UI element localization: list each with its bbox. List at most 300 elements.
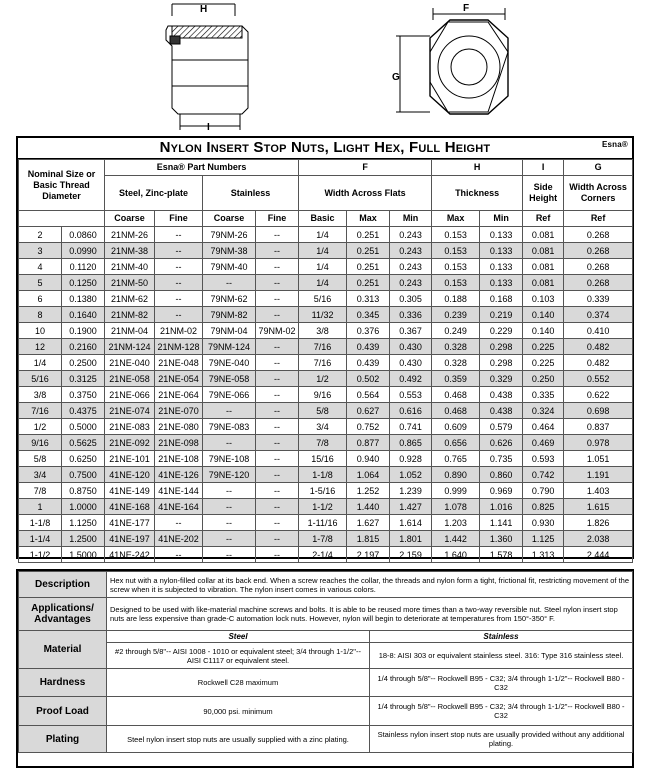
table-cell: 0.616 xyxy=(390,403,432,419)
plating-steel: Steel nylon insert stop nuts are usually supplied with a zinc plating. xyxy=(107,726,370,753)
table-cell: 0.877 xyxy=(347,435,390,451)
table-cell: 9/16 xyxy=(299,387,347,403)
table-cell: 0.940 xyxy=(347,451,390,467)
table-cell: 15/16 xyxy=(299,451,347,467)
table-cell: -- xyxy=(155,291,203,307)
table-row xyxy=(19,435,633,451)
table-row xyxy=(19,371,633,387)
spec-table-panel xyxy=(16,136,634,559)
header-fine-steel: Fine xyxy=(155,211,203,227)
table-cell: 0.656 xyxy=(432,435,480,451)
table-row xyxy=(19,483,633,499)
table-cell: 1.801 xyxy=(390,531,432,547)
table-cell: 79NM-38 xyxy=(203,243,256,259)
table-cell: 0.374 xyxy=(564,307,633,323)
table-cell: 2.038 xyxy=(564,531,633,547)
table-cell: 1.815 xyxy=(347,531,390,547)
table-cell: 0.865 xyxy=(390,435,432,451)
table-cell: 0.305 xyxy=(390,291,432,307)
header-g: G xyxy=(564,160,633,176)
table-cell: 0.999 xyxy=(432,483,480,499)
hardness-stainless: 1/4 through 5/8"-- Rockwell B95 - C32; 3/4 through 1-1/2"-- Rockwell B80 - C32 xyxy=(370,669,633,697)
table-cell: 0.1120 xyxy=(62,259,105,275)
table-cell: 41NE-197 xyxy=(105,531,155,547)
header-stainless: Stainless xyxy=(203,176,299,211)
material-stainless: 18-8: AISI 303 or equivalent stainless steel. 316: Type 316 stainless steel. xyxy=(370,643,633,669)
header-min-h: Min xyxy=(480,211,523,227)
table-cell: 1.239 xyxy=(390,483,432,499)
table-cell: -- xyxy=(203,547,256,563)
table-cell: 21NM-128 xyxy=(155,339,203,355)
header-f: F xyxy=(299,160,432,176)
table-cell: 4 xyxy=(19,259,62,275)
table-cell: 0.250 xyxy=(523,371,564,387)
table-cell: 0.153 xyxy=(432,275,480,291)
table-cell: 0.133 xyxy=(480,227,523,243)
table-cell: 2-1/4 xyxy=(299,547,347,563)
table-cell: 1-11/16 xyxy=(299,515,347,531)
table-cell: 41NE-202 xyxy=(155,531,203,547)
table-cell: 0.609 xyxy=(432,419,480,435)
table-cell: 0.153 xyxy=(432,259,480,275)
table-cell: 0.219 xyxy=(480,307,523,323)
table-cell: 0.225 xyxy=(523,339,564,355)
table-cell: -- xyxy=(155,243,203,259)
table-cell: -- xyxy=(256,339,299,355)
table-cell: 1-1/8 xyxy=(299,467,347,483)
table-cell: 12 xyxy=(19,339,62,355)
table-cell: 0.890 xyxy=(432,467,480,483)
table-cell: 0.251 xyxy=(347,243,390,259)
table-cell: 0.7500 xyxy=(62,467,105,483)
table-cell: 1.640 xyxy=(432,547,480,563)
table-cell: 0.243 xyxy=(390,243,432,259)
table-cell: 0.140 xyxy=(523,307,564,323)
header-max-f: Max xyxy=(347,211,390,227)
table-cell: 0.1900 xyxy=(62,323,105,339)
table-cell: 1.016 xyxy=(480,499,523,515)
table-cell: 0.243 xyxy=(390,275,432,291)
table-cell: 0.439 xyxy=(347,355,390,371)
table-cell: 0.367 xyxy=(390,323,432,339)
table-cell: 0.0860 xyxy=(62,227,105,243)
table-cell: 0.239 xyxy=(432,307,480,323)
table-cell: 0.482 xyxy=(564,355,633,371)
table-cell: -- xyxy=(203,435,256,451)
steel-heading: Steel xyxy=(107,631,370,643)
table-cell: 0.6250 xyxy=(62,451,105,467)
info-panel xyxy=(16,569,634,768)
table-cell: -- xyxy=(256,515,299,531)
table-cell: 0.081 xyxy=(523,275,564,291)
table-cell: 0.410 xyxy=(564,323,633,339)
table-cell: 0.502 xyxy=(347,371,390,387)
table-cell: 79NM-40 xyxy=(203,259,256,275)
table-cell: -- xyxy=(256,531,299,547)
table-cell: 79NE-120 xyxy=(203,467,256,483)
table-cell: 79NE-058 xyxy=(203,371,256,387)
table-cell: 21NE-054 xyxy=(155,371,203,387)
table-cell: 21NE-064 xyxy=(155,387,203,403)
table-cell: 21NM-40 xyxy=(105,259,155,275)
table-cell: -- xyxy=(256,547,299,563)
description-label: Description xyxy=(19,572,107,598)
side-view-drawing xyxy=(166,4,248,130)
table-cell: 21NE-040 xyxy=(105,355,155,371)
table-cell: 0.593 xyxy=(523,451,564,467)
table-cell: 0.430 xyxy=(390,339,432,355)
table-cell: 0.328 xyxy=(432,339,480,355)
table-cell: -- xyxy=(155,307,203,323)
table-cell: 0.335 xyxy=(523,387,564,403)
table-cell: 0.741 xyxy=(390,419,432,435)
table-cell: 1.1250 xyxy=(62,515,105,531)
header-side-height: Side Height xyxy=(523,176,564,211)
header-fine-stainless: Fine xyxy=(256,211,299,227)
table-cell: 0.359 xyxy=(432,371,480,387)
material-steel: #2 through 5/8"-- AISI 1008 - 1010 or equivalent steel; 3/4 through 1-1/2"-- AISI C1117 or equivalent steel. xyxy=(107,643,370,669)
table-cell: 79NE-040 xyxy=(203,355,256,371)
table-cell: 5/8 xyxy=(299,403,347,419)
table-cell: 0.324 xyxy=(523,403,564,419)
table-cell: 0.438 xyxy=(480,403,523,419)
table-cell: 1.442 xyxy=(432,531,480,547)
table-row xyxy=(19,339,633,355)
table-cell: 1.0000 xyxy=(62,499,105,515)
table-cell: 0.969 xyxy=(480,483,523,499)
table-row xyxy=(19,451,633,467)
table-cell: 0.081 xyxy=(523,259,564,275)
table-cell: 1-1/2 xyxy=(19,547,62,563)
info-table xyxy=(18,571,633,753)
table-cell: 1.615 xyxy=(564,499,633,515)
table-cell: 21NM-62 xyxy=(105,291,155,307)
table-cell: 1-1/4 xyxy=(19,531,62,547)
dim-label-f: F xyxy=(463,3,470,14)
table-cell: 10 xyxy=(19,323,62,339)
table-cell: 0.468 xyxy=(432,387,480,403)
table-cell: 1.252 xyxy=(347,483,390,499)
table-cell: 0.188 xyxy=(432,291,480,307)
table-cell: 0.168 xyxy=(480,291,523,307)
table-cell: 5/8 xyxy=(19,451,62,467)
table-cell: 79NM-02 xyxy=(256,323,299,339)
table-cell: 2.197 xyxy=(347,547,390,563)
header-basic: Basic xyxy=(299,211,347,227)
table-cell: 0.430 xyxy=(390,355,432,371)
table-cell: 0.552 xyxy=(564,371,633,387)
table-cell: 1-1/2 xyxy=(299,499,347,515)
table-cell: 0.2160 xyxy=(62,339,105,355)
header-steel: Steel, Zinc-plate xyxy=(105,176,203,211)
table-cell: 0.4375 xyxy=(62,403,105,419)
table-cell: -- xyxy=(256,307,299,323)
stainless-heading: Stainless xyxy=(370,631,633,643)
table-cell: 1.614 xyxy=(390,515,432,531)
table-row xyxy=(19,547,633,563)
table-cell: -- xyxy=(256,275,299,291)
table-cell: 0.5000 xyxy=(62,419,105,435)
header-max-h: Max xyxy=(432,211,480,227)
table-cell: -- xyxy=(155,227,203,243)
table-cell: 0.698 xyxy=(564,403,633,419)
table-cell: 3 xyxy=(19,243,62,259)
header-coarse-stainless: Coarse xyxy=(203,211,256,227)
table-cell: -- xyxy=(256,467,299,483)
table-cell: 0.251 xyxy=(347,227,390,243)
table-cell: -- xyxy=(256,483,299,499)
table-cell: 0.553 xyxy=(390,387,432,403)
hardness-steel: Rockwell C28 maximum xyxy=(107,669,370,697)
table-cell: 79NE-083 xyxy=(203,419,256,435)
table-cell: 0.482 xyxy=(564,339,633,355)
table-cell: 0.329 xyxy=(480,371,523,387)
table-cell: 1.051 xyxy=(564,451,633,467)
table-cell: 1/4 xyxy=(19,355,62,371)
table-cell: 0.081 xyxy=(523,227,564,243)
table-cell: 8 xyxy=(19,307,62,323)
table-cell: 1/2 xyxy=(19,419,62,435)
header-width-corners: Width Across Corners xyxy=(564,176,633,211)
table-cell: 21NM-04 xyxy=(105,323,155,339)
table-cell: 0.103 xyxy=(523,291,564,307)
table-cell: 0.313 xyxy=(347,291,390,307)
table-cell: 0.268 xyxy=(564,259,633,275)
table-row xyxy=(19,403,633,419)
table-cell: 0.765 xyxy=(432,451,480,467)
table-cell: 0.468 xyxy=(432,403,480,419)
header-esna-parts: Esna® Part Numbers xyxy=(105,160,299,176)
table-cell: -- xyxy=(256,435,299,451)
table-cell: 41NE-120 xyxy=(105,467,155,483)
table-cell: 11/32 xyxy=(299,307,347,323)
table-cell: 79NM-62 xyxy=(203,291,256,307)
table-cell: 0.790 xyxy=(523,483,564,499)
proof-load-steel: 90,000 psi. minimum xyxy=(107,697,370,726)
table-cell: 1-1/8 xyxy=(19,515,62,531)
table-cell: 0.376 xyxy=(347,323,390,339)
table-cell: 5 xyxy=(19,275,62,291)
table-cell: 41NE-149 xyxy=(105,483,155,499)
table-cell: 6 xyxy=(19,291,62,307)
table-row xyxy=(19,323,633,339)
table-cell: 0.336 xyxy=(390,307,432,323)
table-cell: 79NM-124 xyxy=(203,339,256,355)
table-cell: 21NE-098 xyxy=(155,435,203,451)
table-cell: 79NM-26 xyxy=(203,227,256,243)
description-text: Hex nut with a nylon-filled collar at its back end. When a screw reaches the collar, the threads and nylon form a tight, frictional fit, restricting movement of the screw when it is subjected to vibration. The nylon insert comes in various colors. xyxy=(107,572,633,598)
table-cell: 0.439 xyxy=(347,339,390,355)
table-cell: 21NE-048 xyxy=(155,355,203,371)
nut-drawings xyxy=(0,0,650,136)
table-cell: 1.403 xyxy=(564,483,633,499)
table-cell: 1.191 xyxy=(564,467,633,483)
table-cell: 21NE-083 xyxy=(105,419,155,435)
plating-stainless: Stainless nylon insert stop nuts are usually provided without any additional plating. xyxy=(370,726,633,753)
table-cell: 0.3750 xyxy=(62,387,105,403)
table-cell: -- xyxy=(256,355,299,371)
table-cell: 0.928 xyxy=(390,451,432,467)
table-cell: 0.438 xyxy=(480,387,523,403)
table-cell: 0.492 xyxy=(390,371,432,387)
brand-mark: Esna® xyxy=(601,140,628,149)
dim-label-g: G xyxy=(392,72,400,83)
table-cell: -- xyxy=(203,515,256,531)
table-cell: 5/16 xyxy=(19,371,62,387)
header-ref-g: Ref xyxy=(564,211,633,227)
table-cell: 1.627 xyxy=(347,515,390,531)
table-cell: 0.0990 xyxy=(62,243,105,259)
table-cell: 1-5/16 xyxy=(299,483,347,499)
table-cell: 1/4 xyxy=(299,259,347,275)
table-cell: 0.464 xyxy=(523,419,564,435)
table-cell: 0.627 xyxy=(347,403,390,419)
table-cell: -- xyxy=(256,243,299,259)
table-row xyxy=(19,259,633,275)
table-cell: 0.5625 xyxy=(62,435,105,451)
table-cell: 0.153 xyxy=(432,243,480,259)
table-cell: 1.203 xyxy=(432,515,480,531)
table-row xyxy=(19,275,633,291)
table-cell: 21NM-38 xyxy=(105,243,155,259)
table-cell: -- xyxy=(256,387,299,403)
table-cell: 21NE-092 xyxy=(105,435,155,451)
table-cell: 41NE-168 xyxy=(105,499,155,515)
table-row xyxy=(19,355,633,371)
table-cell: 0.752 xyxy=(347,419,390,435)
table-cell: 0.133 xyxy=(480,243,523,259)
table-cell: 0.579 xyxy=(480,419,523,435)
table-cell: 1.078 xyxy=(432,499,480,515)
table-cell: 0.298 xyxy=(480,339,523,355)
table-cell: 1.064 xyxy=(347,467,390,483)
table-cell: 79NE-066 xyxy=(203,387,256,403)
header-blank xyxy=(19,211,105,227)
table-row xyxy=(19,243,633,259)
table-cell: -- xyxy=(203,275,256,291)
hardness-label: Hardness xyxy=(19,669,107,697)
table-cell: 0.2500 xyxy=(62,355,105,371)
table-cell: 7/16 xyxy=(19,403,62,419)
table-cell: 21NE-066 xyxy=(105,387,155,403)
table-cell: -- xyxy=(155,275,203,291)
table-cell: 2 xyxy=(19,227,62,243)
table-cell: 21NE-058 xyxy=(105,371,155,387)
table-cell: 1.578 xyxy=(480,547,523,563)
table-cell: 21NE-080 xyxy=(155,419,203,435)
table-cell: -- xyxy=(203,403,256,419)
table-cell: 1/4 xyxy=(299,275,347,291)
table-cell: 21NE-074 xyxy=(105,403,155,419)
header-ref-i: Ref xyxy=(523,211,564,227)
header-h: H xyxy=(432,160,523,176)
table-cell: -- xyxy=(203,499,256,515)
table-cell: 0.268 xyxy=(564,275,633,291)
table-cell: -- xyxy=(256,451,299,467)
table-cell: 1/2 xyxy=(299,371,347,387)
header-thickness: Thickness xyxy=(432,176,523,211)
table-cell: 41NE-177 xyxy=(105,515,155,531)
table-cell: 0.243 xyxy=(390,227,432,243)
table-cell: -- xyxy=(256,259,299,275)
table-cell: -- xyxy=(155,547,203,563)
table-cell: 0.140 xyxy=(523,323,564,339)
table-title-bar xyxy=(18,138,632,159)
table-cell: 0.8750 xyxy=(62,483,105,499)
table-cell: 0.1640 xyxy=(62,307,105,323)
table-cell: 0.735 xyxy=(480,451,523,467)
table-cell: 0.328 xyxy=(432,355,480,371)
table-cell: 3/4 xyxy=(19,467,62,483)
table-title: Nylon Insert Stop Nuts, Light Hex, Full Height xyxy=(159,139,491,156)
table-cell: 0.860 xyxy=(480,467,523,483)
table-cell: -- xyxy=(256,403,299,419)
dimension-table-body xyxy=(19,227,633,563)
table-cell: 7/8 xyxy=(19,483,62,499)
header-coarse-steel: Coarse xyxy=(105,211,155,227)
table-cell: 1.826 xyxy=(564,515,633,531)
table-cell: 7/16 xyxy=(299,355,347,371)
table-cell: 1/4 xyxy=(299,243,347,259)
table-cell: 1.052 xyxy=(390,467,432,483)
table-cell: 0.229 xyxy=(480,323,523,339)
dimension-table xyxy=(18,159,633,563)
table-cell: 0.133 xyxy=(480,275,523,291)
header-min-f: Min xyxy=(390,211,432,227)
table-cell: 79NE-108 xyxy=(203,451,256,467)
table-cell: 3/8 xyxy=(299,323,347,339)
table-cell: 21NM-124 xyxy=(105,339,155,355)
table-cell: 2.159 xyxy=(390,547,432,563)
table-cell: 21NM-82 xyxy=(105,307,155,323)
table-cell: 0.1380 xyxy=(62,291,105,307)
table-cell: 0.825 xyxy=(523,499,564,515)
table-cell: 3/4 xyxy=(299,419,347,435)
table-cell: 0.930 xyxy=(523,515,564,531)
table-row xyxy=(19,531,633,547)
table-cell: 79NM-04 xyxy=(203,323,256,339)
table-cell: -- xyxy=(203,483,256,499)
table-cell: 41NE-242 xyxy=(105,547,155,563)
table-cell: 41NE-144 xyxy=(155,483,203,499)
table-cell: -- xyxy=(155,259,203,275)
plating-label: Plating xyxy=(19,726,107,753)
table-cell: 21NE-101 xyxy=(105,451,155,467)
table-row xyxy=(19,467,633,483)
header-nominal: Nominal Size or Basic Thread Diameter xyxy=(19,160,105,211)
table-cell: 0.225 xyxy=(523,355,564,371)
dim-label-h: H xyxy=(200,4,208,15)
material-label: Material xyxy=(19,631,107,669)
table-cell: 1.2500 xyxy=(62,531,105,547)
table-cell: 1-7/8 xyxy=(299,531,347,547)
table-cell: 1/4 xyxy=(299,227,347,243)
table-row xyxy=(19,291,633,307)
table-cell: 0.1250 xyxy=(62,275,105,291)
table-cell: 0.081 xyxy=(523,243,564,259)
table-cell: 3/8 xyxy=(19,387,62,403)
table-cell: -- xyxy=(203,531,256,547)
table-cell: 0.622 xyxy=(564,387,633,403)
table-cell: 7/16 xyxy=(299,339,347,355)
table-cell: 0.564 xyxy=(347,387,390,403)
table-cell: 21NM-26 xyxy=(105,227,155,243)
table-cell: 41NE-126 xyxy=(155,467,203,483)
table-cell: 0.626 xyxy=(480,435,523,451)
table-cell: 0.345 xyxy=(347,307,390,323)
table-row xyxy=(19,515,633,531)
table-cell: 0.251 xyxy=(347,259,390,275)
